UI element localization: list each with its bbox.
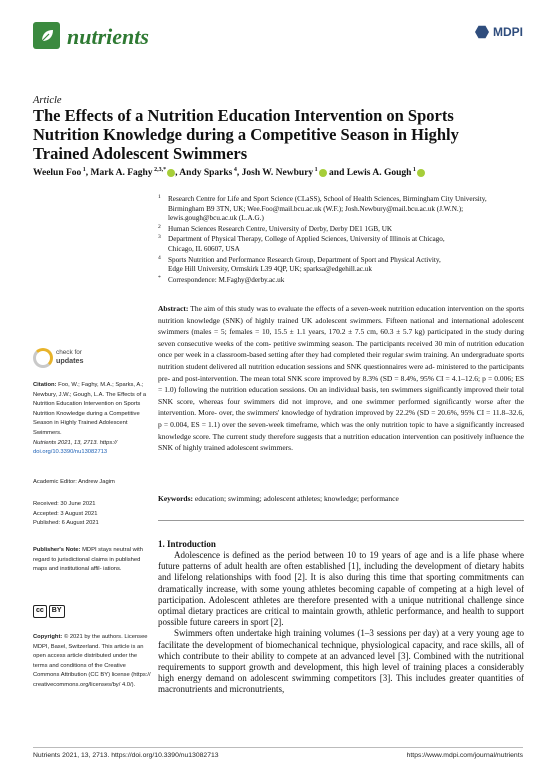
check-for-updates-icon bbox=[33, 348, 53, 368]
copyright-line: This article is an open access article bbox=[33, 643, 144, 660]
intro-line: sport [2]. bbox=[250, 617, 284, 628]
cfu-line2: updates bbox=[56, 356, 84, 366]
intro-line: and race skills, all of which contribute to their ability to compete at an advanced level [3]. bbox=[158, 639, 525, 661]
keywords bbox=[158, 493, 524, 504]
affiliation-line: Edge Hill University, Ormskirk L39 4QP, UK; sparksa@edgehill.ac.uk bbox=[168, 265, 372, 274]
copyright-line: conditions of the Creative Commons bbox=[33, 662, 126, 679]
affiliation-number: 4 bbox=[158, 254, 161, 261]
publisher-note-label: Publisher's Note: bbox=[33, 547, 81, 553]
academic-editor: Academic Editor: Andrew Jagim bbox=[33, 479, 115, 485]
section-heading-introduction: 1. Introduction bbox=[158, 539, 216, 549]
abstract-line: education intervention can positively influence the SNK of highly trained adolescent swimmers. bbox=[158, 431, 525, 453]
citation-line: Trained Adolescent Swimmers. bbox=[33, 420, 128, 436]
keywords-label: Keywords: bbox=[158, 494, 193, 503]
cfu-line1: check for bbox=[56, 349, 82, 356]
affiliation-number: 1 bbox=[158, 194, 161, 200]
copyright-line: distributed under the terms and bbox=[33, 653, 138, 669]
keywords-divider bbox=[158, 520, 524, 521]
abstract bbox=[158, 303, 524, 454]
abstract-label: Abstract: bbox=[158, 304, 189, 313]
abstract-line: 170.2 ± 7.5 cm, 60.3 ± 5.7 kg) participated in the study during seven consecutive weeks of the com- bbox=[158, 327, 524, 348]
intro-line: presented with a unique nutritional challenge since optimal dietary practices are critical to bbox=[158, 594, 524, 617]
introduction-body bbox=[158, 550, 524, 696]
orcid-icon[interactable] bbox=[319, 169, 327, 177]
affiliation-line: Department of Physical Therapy, College of Applied Sciences, University of Illinois at Chicago, bbox=[168, 235, 445, 244]
author-name: Mark A. Faghy bbox=[90, 168, 153, 179]
copyright-text bbox=[33, 634, 151, 688]
article-type: Article bbox=[33, 95, 62, 106]
footer-journal-url[interactable]: https://www.mdpi.com/journal/nutrients bbox=[406, 752, 523, 759]
citation-journal: Nutrients 2021, 13, 2713. https:// bbox=[33, 439, 118, 446]
publication-dates bbox=[33, 500, 151, 529]
affiliation-item bbox=[158, 225, 523, 235]
citation-line: Foo, W.; Faghy, M.A.; bbox=[58, 382, 114, 388]
leaf-icon bbox=[33, 22, 60, 49]
mdpi-hexagon-icon bbox=[475, 25, 489, 39]
intro-line: young age to facilitate the development of biomechanical technique, physiological capacity, bbox=[158, 628, 525, 650]
author-affil-sup: 1 bbox=[81, 167, 86, 173]
abstract-line: a significantly increased knowledge score. The current study therefore suggests that a nutrition bbox=[158, 419, 525, 441]
footer-citation[interactable]: Nutrients 2021, 13, 2713. https://doi.org/10.3390/nu13082713 bbox=[33, 752, 219, 759]
publisher-note-line: iations. bbox=[103, 566, 122, 573]
footer-divider bbox=[33, 747, 523, 748]
abstract-line: intervention on the sports nutrition knowledge (SNK) of highly trained UK adolescent swimmers. bbox=[158, 304, 525, 325]
citation-doi-link[interactable]: doi.org/10.3390/nu13082713 bbox=[33, 449, 108, 456]
publisher-note bbox=[33, 546, 151, 575]
copyright-line: creativecommons.org/licenses/by/ bbox=[33, 681, 121, 688]
abstract-line: The aim of this study was to evaluate the effects of a seven-week nutrition education bbox=[190, 304, 446, 313]
copyright-label: Copyright: bbox=[33, 634, 63, 640]
intro-line: high level of training places a considerably high energy demand on adolescent swimming bbox=[158, 662, 525, 684]
author-name: Josh W. Newbury bbox=[241, 168, 314, 179]
abstract-line: individual basis, ten swimmers significantly improved their total SNK score, whereas four swimmers bbox=[158, 385, 525, 406]
abstract-line: ministered to the participants pre- and post-intervention. The mean total SNK score improved by 8.3% bbox=[158, 361, 524, 383]
author-name: Weelun Foo bbox=[33, 168, 82, 179]
check-for-updates-button[interactable] bbox=[33, 346, 93, 374]
copyright-line: Attribution (CC BY) license (https:// bbox=[60, 672, 151, 679]
abstract-text bbox=[158, 304, 524, 452]
citation-line: Sparks, A.; Newbury, J.W.; Gough, bbox=[33, 382, 144, 398]
publisher-note-line: with regard to jurisdictional claims in bbox=[33, 547, 143, 563]
affiliation-line: Human Sciences Research Centre, University of Derby, Derby DE1 1GB, UK bbox=[168, 224, 393, 233]
author-affil-sup: 2,3,* bbox=[152, 167, 167, 173]
affiliation-item bbox=[158, 235, 523, 254]
intro-line: Swimmers often undertake high training volumes (1–3 sessions per day) at a very bbox=[174, 628, 474, 639]
affiliation-line: Sports Nutrition and Performance Research Group, Department of Sport and Physical Activity, bbox=[168, 255, 441, 264]
affiliation-number: 3 bbox=[158, 234, 161, 241]
affiliation-line: Birmingham B9 3TN, UK; Wee.Foo@mail.bcu.ac.uk (W.F.); Josh.Newbury@mail.bcu.ac.uk (J.W.N.); bbox=[168, 204, 464, 213]
by-icon: BY bbox=[49, 605, 65, 618]
abstract-line: over, the swimmers' knowledge of hydration improved by 22.2% (SD = 20.6%, 95% CI = 11.8–32.6, bbox=[218, 408, 524, 418]
abstract-line: petitive swimming season. The participants received 30 min of nutrition education once per week in bbox=[158, 338, 525, 360]
intro-line: Adolescence is defined as the period between 10 to 19 years of age and is a life phase bbox=[174, 550, 499, 560]
abstract-line: Fifteen national and international adolescent swimmers (males = 5; females = 10, 15.5 ± 1.1 years, bbox=[158, 315, 525, 337]
intro-paragraph-1 bbox=[158, 550, 524, 628]
citation-label: Citation: bbox=[33, 382, 57, 388]
abstract-line: sports nutrition student delivered all nutrition education sessions and SNK questionnaires were ad- bbox=[158, 350, 525, 371]
copyright-line: Licensee MDPI, Basel, Switzerland. bbox=[33, 634, 148, 650]
copyright-notice bbox=[33, 633, 151, 691]
citation-line: L.A. The Effects of a Nutrition bbox=[33, 391, 147, 408]
publisher-note-line: published maps and institutional affil- bbox=[33, 556, 141, 573]
article-title: The Effects of a Nutrition Education Intervention on Sports Nutrition Knowledge during a Competitive Season in Highly Trained Adolescent Swimmers bbox=[33, 106, 459, 163]
affiliation-number: * bbox=[158, 274, 161, 281]
affiliation-line: lewis.gough@bcu.ac.uk (L.A.G.) bbox=[168, 214, 264, 223]
citation-block bbox=[33, 381, 151, 458]
citation-line: Competitive Season in Highly bbox=[33, 410, 140, 427]
affiliations bbox=[158, 195, 523, 286]
author-list: Weelun Foo $^1$, Mark A. Faghy $^{2,3,*}$ , Andy Sparks $^4$, Josh W. Newbury $^1$ and Lewis A. Gough $^1$ bbox=[33, 167, 523, 178]
orcid-icon[interactable] bbox=[167, 169, 175, 177]
cc-by-license-badge[interactable] bbox=[33, 605, 65, 618]
page-footer bbox=[33, 752, 523, 759]
orcid-icon[interactable] bbox=[417, 169, 425, 177]
publisher-name: MDPI bbox=[493, 25, 523, 39]
publication-date: Accepted: 3 August 2021 bbox=[33, 510, 98, 517]
author-name: Lewis A. Gough bbox=[346, 168, 412, 179]
intro-line: maintain growth, athletic performance, and health to support possible future careers in bbox=[158, 606, 524, 628]
intro-line: where future patterns of adult health are often established [1], including the development bbox=[158, 550, 525, 572]
publisher-logo[interactable] bbox=[475, 25, 523, 39]
copyright-line: © 2021 by the authors. bbox=[63, 634, 123, 640]
intro-line: competitors [3]. This includes greater quantities of macronutrients and micronutrients, bbox=[158, 673, 524, 695]
author-affil-sup: 1 bbox=[313, 167, 318, 173]
abstract-line: (SD = 8.4%, 95% CI = 4.1–12.6; p = 0.006; ES = 1.0) following the nutrition education sessions. On an bbox=[158, 373, 524, 395]
intro-paragraph-2 bbox=[158, 628, 524, 695]
journal-header bbox=[33, 22, 523, 56]
intro-line: sporting commitments can dramatically increase, with some young athletes becoming bbox=[158, 572, 525, 594]
affiliation-item bbox=[158, 195, 523, 224]
affiliation-item bbox=[158, 276, 523, 286]
publisher-note-line: MDPI stays neutral bbox=[82, 547, 132, 553]
author-name: Andy Sparks bbox=[179, 168, 233, 179]
citation-text bbox=[33, 382, 146, 436]
intro-line: Combined with the nutritional requirements to support growth and development, this bbox=[158, 650, 524, 673]
intro-line: of dietary habits and lifelong relationships with food [2]. It is also during this time that bbox=[158, 561, 525, 583]
author-affil-sup: 1 bbox=[411, 167, 416, 173]
abstract-line: p = 0.004, ES = 1.1) over the seven-week timeframe, which was the only nutrition topic to have bbox=[158, 419, 449, 429]
cc-icon: cc bbox=[33, 605, 47, 618]
copyright-line: 4.0/). bbox=[121, 681, 136, 688]
citation-line: Nutrition Knowledge during a bbox=[33, 410, 108, 417]
author-affil-sup: 4 bbox=[232, 167, 237, 173]
journal-name: nutrients bbox=[67, 24, 149, 49]
affiliation-line: Correspondence: M.Faghy@derby.ac.uk bbox=[168, 275, 285, 284]
abstract-line: a classroom-based setting after they had completed their regular swim training. An undergraduate bbox=[211, 350, 505, 360]
intro-line: capable of competing at a high level of participation. Adolescent athletes are therefore bbox=[158, 583, 524, 605]
affiliation-item bbox=[158, 256, 523, 275]
publication-date: Received: 30 June 2021 bbox=[33, 501, 96, 507]
keywords-text: education; swimming; adolescent athletes; knowledge; performance bbox=[194, 494, 399, 503]
affiliation-line: Chicago, IL 60607, USA bbox=[168, 244, 240, 253]
abstract-line: did not improve, and one swimmer performed significantly worse after the intervention. More- bbox=[158, 396, 524, 418]
affiliation-number: 2 bbox=[158, 223, 161, 230]
publication-date: Published: 6 August 2021 bbox=[33, 520, 99, 527]
citation-line: Education Intervention on Sports bbox=[56, 401, 141, 408]
affiliation-line: Research Centre for Life and Sport Science (CLaSS), School of Health Sciences, Birmingham City University, bbox=[168, 195, 487, 203]
